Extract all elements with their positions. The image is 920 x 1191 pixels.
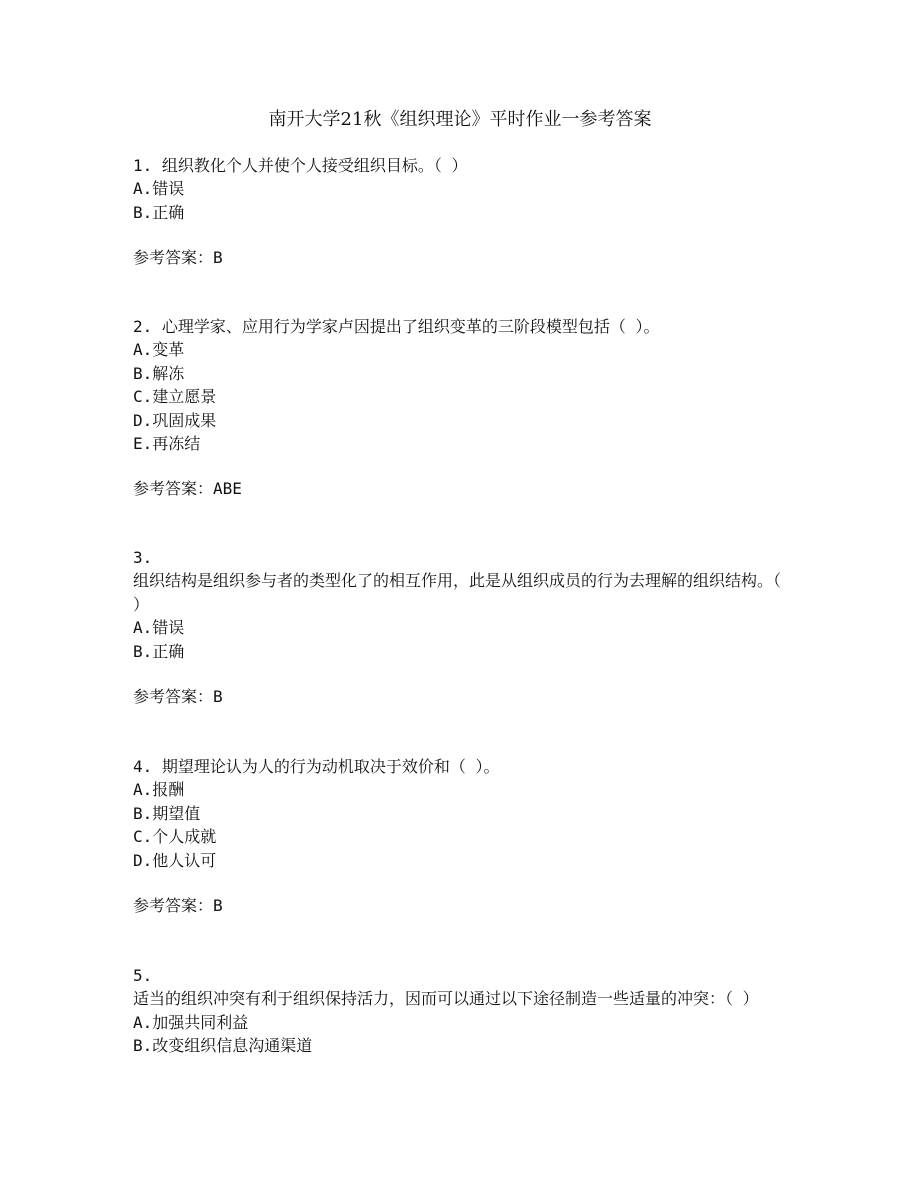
option-b: B.正确 [133, 641, 185, 661]
question-number: 1. [133, 156, 153, 175]
option-a: A.错误 [133, 618, 185, 638]
option-e: E.再冻结 [133, 434, 201, 454]
reference-answer: 参考答案：B [133, 687, 223, 707]
question-text: 组织教化个人并使个人接受组织目标。（ ） [161, 156, 468, 175]
document-title: 南开大学21秋《组织理论》平时作业一参考答案 [268, 109, 652, 130]
reference-answer: 参考答案：B [133, 896, 223, 916]
question-3 [133, 546, 793, 708]
option-b: B.期望值 [133, 803, 201, 823]
option-c: C.建立愿景 [133, 387, 217, 407]
option-d: D.巩固成果 [133, 410, 217, 430]
option-b: B.正确 [133, 202, 185, 222]
question-5 [133, 964, 793, 1058]
reference-answer: 参考答案：ABE [133, 479, 242, 499]
question-number: 4. [133, 757, 153, 776]
question-number: 5. [133, 966, 153, 985]
option-d: D.他人认可 [133, 850, 217, 870]
option-c: C.个人成就 [133, 827, 217, 847]
reference-answer: 参考答案：B [133, 248, 223, 268]
option-b: B.解冻 [133, 363, 185, 383]
question-text: 期望理论认为人的行为动机取决于效价和（ ）。 [161, 757, 500, 776]
question-stem [133, 755, 793, 778]
question-4 [133, 755, 793, 917]
option-b: B.改变组织信息沟通渠道 [133, 1036, 313, 1056]
question-2 [133, 315, 793, 501]
option-a: A.变革 [133, 340, 185, 360]
question-text: 适当的组织冲突有利于组织保持活力，因而可以通过以下途径制造一些适量的冲突：（ ） [133, 989, 759, 1009]
question-stem [133, 315, 793, 338]
question-number: 2. [133, 317, 153, 336]
question-1 [133, 154, 793, 270]
question-stem [133, 154, 793, 177]
question-text: 心理学家、应用行为学家卢因提出了组织变革的三阶段模型包括（ ）。 [161, 317, 660, 336]
option-a: A.错误 [133, 179, 185, 199]
option-a: A.报酬 [133, 780, 185, 800]
question-text: 组织结构是组织参与者的类型化了的相互作用，此是从组织成员的行为去理解的组织结构。（ ） [133, 571, 782, 614]
question-number: 3. [133, 548, 153, 567]
option-a: A.加强共同利益 [133, 1012, 249, 1032]
